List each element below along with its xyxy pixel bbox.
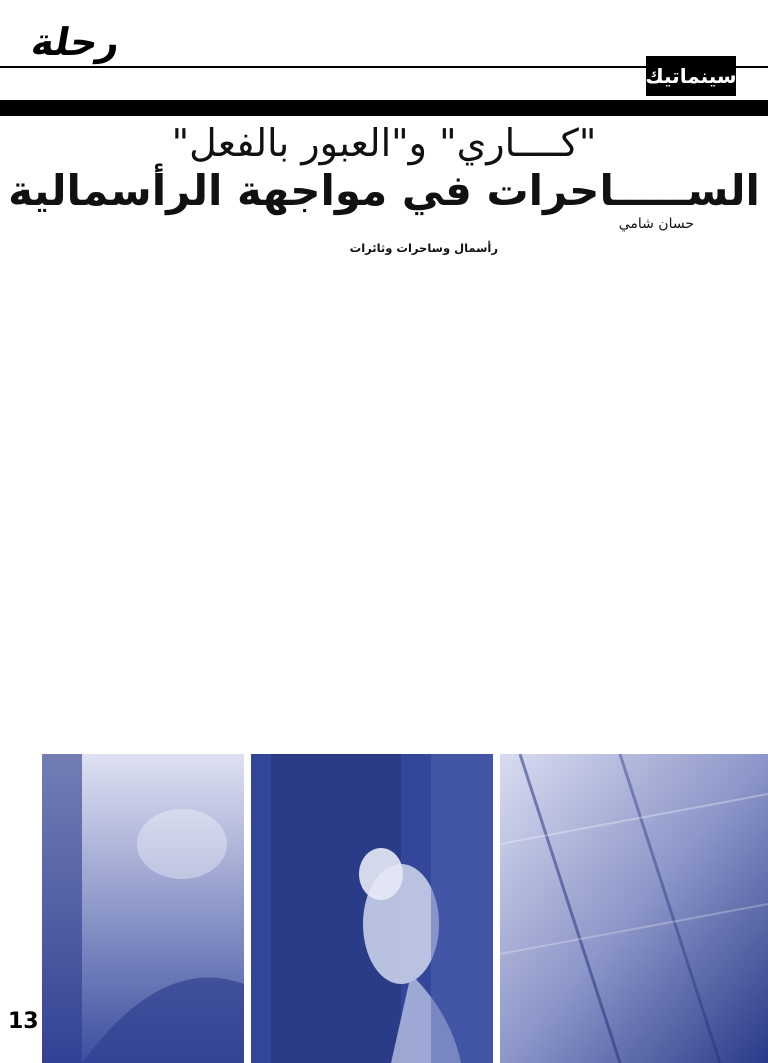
article-title: الســـــاحرات في مواجهة الرأسمالية — [8, 166, 760, 215]
text-column-middle — [268, 240, 498, 740]
text-column-right — [508, 236, 738, 736]
section-heading: رأسمال وساحرات وثائرات — [349, 241, 498, 255]
article-subtitle: "كــــاري" و"العبور بالفعل" — [171, 121, 597, 165]
photo-left — [42, 754, 244, 1063]
page-number: 13 — [8, 1009, 39, 1034]
header-band — [0, 100, 768, 116]
text-column-left — [28, 236, 258, 736]
magazine-logo: رحلة — [28, 20, 124, 64]
section-banner: سينماتيك — [646, 56, 736, 96]
article-author: حسان شامي — [618, 216, 694, 232]
photo-right — [500, 754, 768, 1063]
photo-middle — [251, 754, 493, 1063]
